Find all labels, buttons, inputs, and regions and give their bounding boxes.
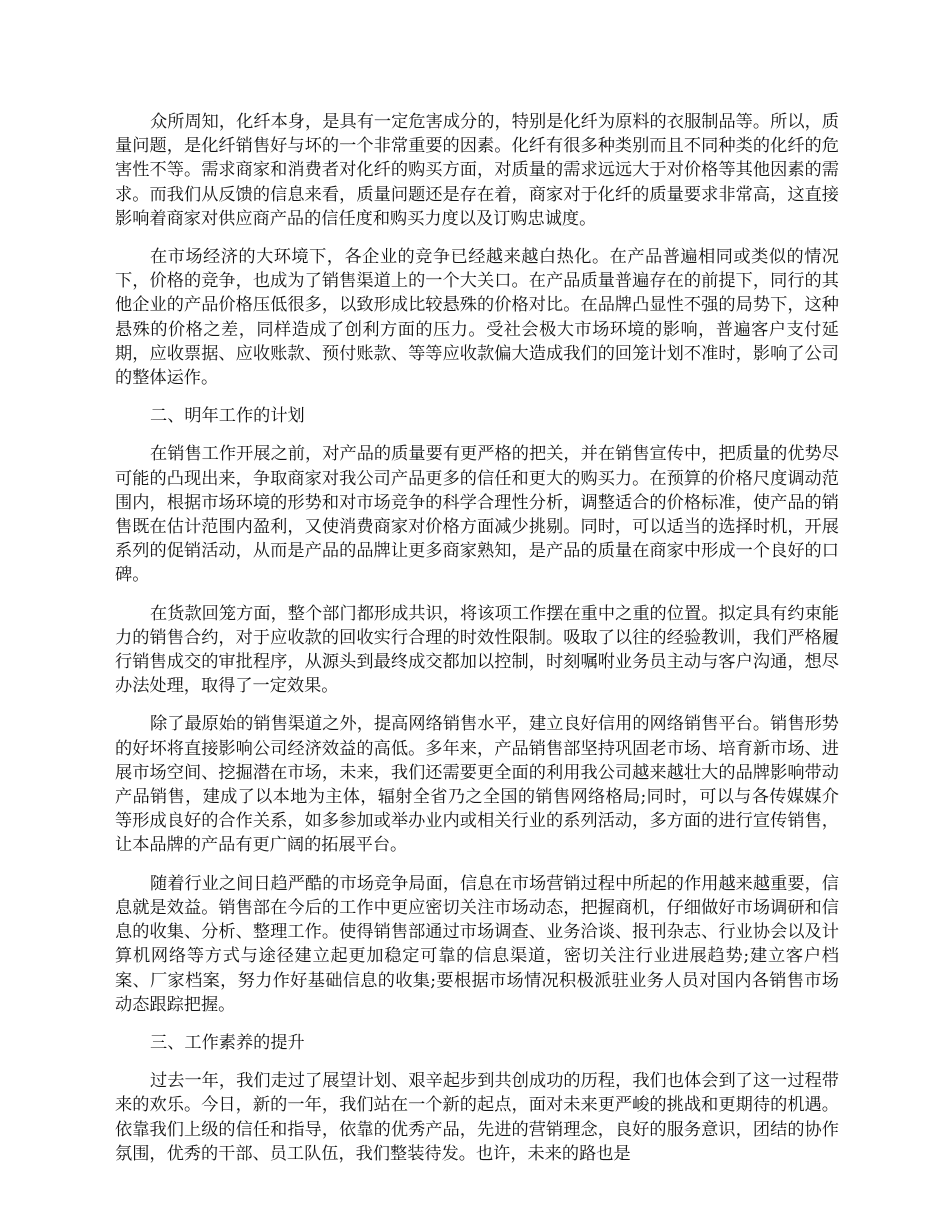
paragraph-looking-forward: 过去一年，我们走过了展望计划、艰辛起步到共创成功的历程，我们也体会到了这一过程带来的欢乐。今日，新的一年，我们站在一个新的起点，面对未来更严峻的挑战和更期待的机遇。依靠我们上级的信任和指导，依靠的优秀产品，先进的营销理念，良好的服务意识，团结的协作氛围，优秀的干部、员工队伍，我们整装待发。也许，未来的路也是 [115, 1071, 839, 1164]
paragraph-market-competition: 在市场经济的大环境下，各企业的竞争已经越来越白热化。在产品普遍相同或类似的情况下，价格的竞争，也成为了销售渠道上的一个大关口。在产品质量普遍存在的前提下，同行的其他企业的产品价格压低很多，以致形成比较悬殊的价格对比。在品牌凸显性不强的局势下，这种悬殊的价格之差，同样造成了创利方面的压力。受社会极大市场环境的影响，普遍客户支付延期，应收票据、应收账款、预付账款、等等应收款偏大造成我们的回笼计划不准时，影响了公司的整体运作。 [115, 247, 839, 389]
section-heading-work-quality: 三、工作素养的提升 [150, 1032, 305, 1053]
paragraph-quality-pricing-plan: 在销售工作开展之前，对产品的质量要有更严格的把关，并在销售宣传中，把质量的优势尽可能的凸现出来，争取商家对我公司产品更多的信任和更大的购买力。在预算的价格尺度调动范围内，根据市场环境的形势和对市场竞争的科学合理性分析，调整适合的价格标准，使产品的销售既在估计范围内盈利，又使消费商家对价格方面减少挑剔。同时，可以适当的选择时机，开展系列的促销活动，从而是产品的品牌让更多商家熟知，是产品的质量在商家中形成一个良好的口碑。 [115, 444, 839, 586]
section-heading-next-year-plan: 二、明年工作的计划 [150, 406, 305, 427]
paragraph-online-sales: 除了最原始的销售渠道之外，提高网络销售水平，建立良好信用的网络销售平台。销售形势的好坏将直接影响公司经济效益的高低。多年来，产品销售部坚持巩固老市场、培育新市场、进展市场空间、挖掘潜在市场，未来，我们还需要更全面的利用我公司越来越壮大的品牌影响带动产品销售，建成了以本地为主体，辐射全省乃之全国的销售网络格局;同时，可以与各传媒媒介等形成良好的合作关系，如多参加或举办业内或相关行业的系列活动，多方面的进行宣传销售，让本品牌的产品有更广阔的拓展平台。 [115, 714, 839, 856]
paragraph-payment-collection: 在货款回笼方面，整个部门都形成共识，将该项工作摆在重中之重的位置。拟定具有约束能力的销售合约，对于应收款的回收实行合理的时效性限制。吸取了以往的经验教训，我们严格履行销售成交的审批程序，从源头到最终成交都加以控制，时刻嘱咐业务员主动与客户沟通，想尽办法处理，取得了一定效果。 [115, 603, 839, 697]
document-body [115, 110, 839, 1180]
paragraph-chemical-fiber-quality: 众所周知，化纤本身，是具有一定危害成分的，特别是化纤为原料的衣服制品等。所以，质量问题，是化纤销售好与坏的一个非常重要的因素。化纤有很多种类别而且不同种类的化纤的危害性不等。需求商家和消费者对化纤的购买方面，对质量的需求远远大于对价格等其他因素的需求。而我们从反馈的信息来看，质量问题还是存在着，商家对于化纤的质量要求非常高，这直接影响着商家对供应商产品的信任度和购买力度以及订购忠诚度。 [115, 112, 839, 229]
paragraph-market-information: 随着行业之间日趋严酷的市场竞争局面，信息在市场营销过程中所起的作用越来越重要，信息就是效益。销售部在今后的工作中更应密切关注市场动态，把握商机，仔细做好市场调研和信息的收集、分析、整理工作。使得销售部通过市场调查、业务洽谈、报刊杂志、行业协会以及计算机网络等方式与途径建立起更加稳定可靠的信息渠道，密切关注行业进展趋势;建立客户档案、厂家档案，努力作好基础信息的收集;要根据市场情况积极派驻业务人员对国内各销售市场动态跟踪把握。 [115, 873, 839, 1015]
